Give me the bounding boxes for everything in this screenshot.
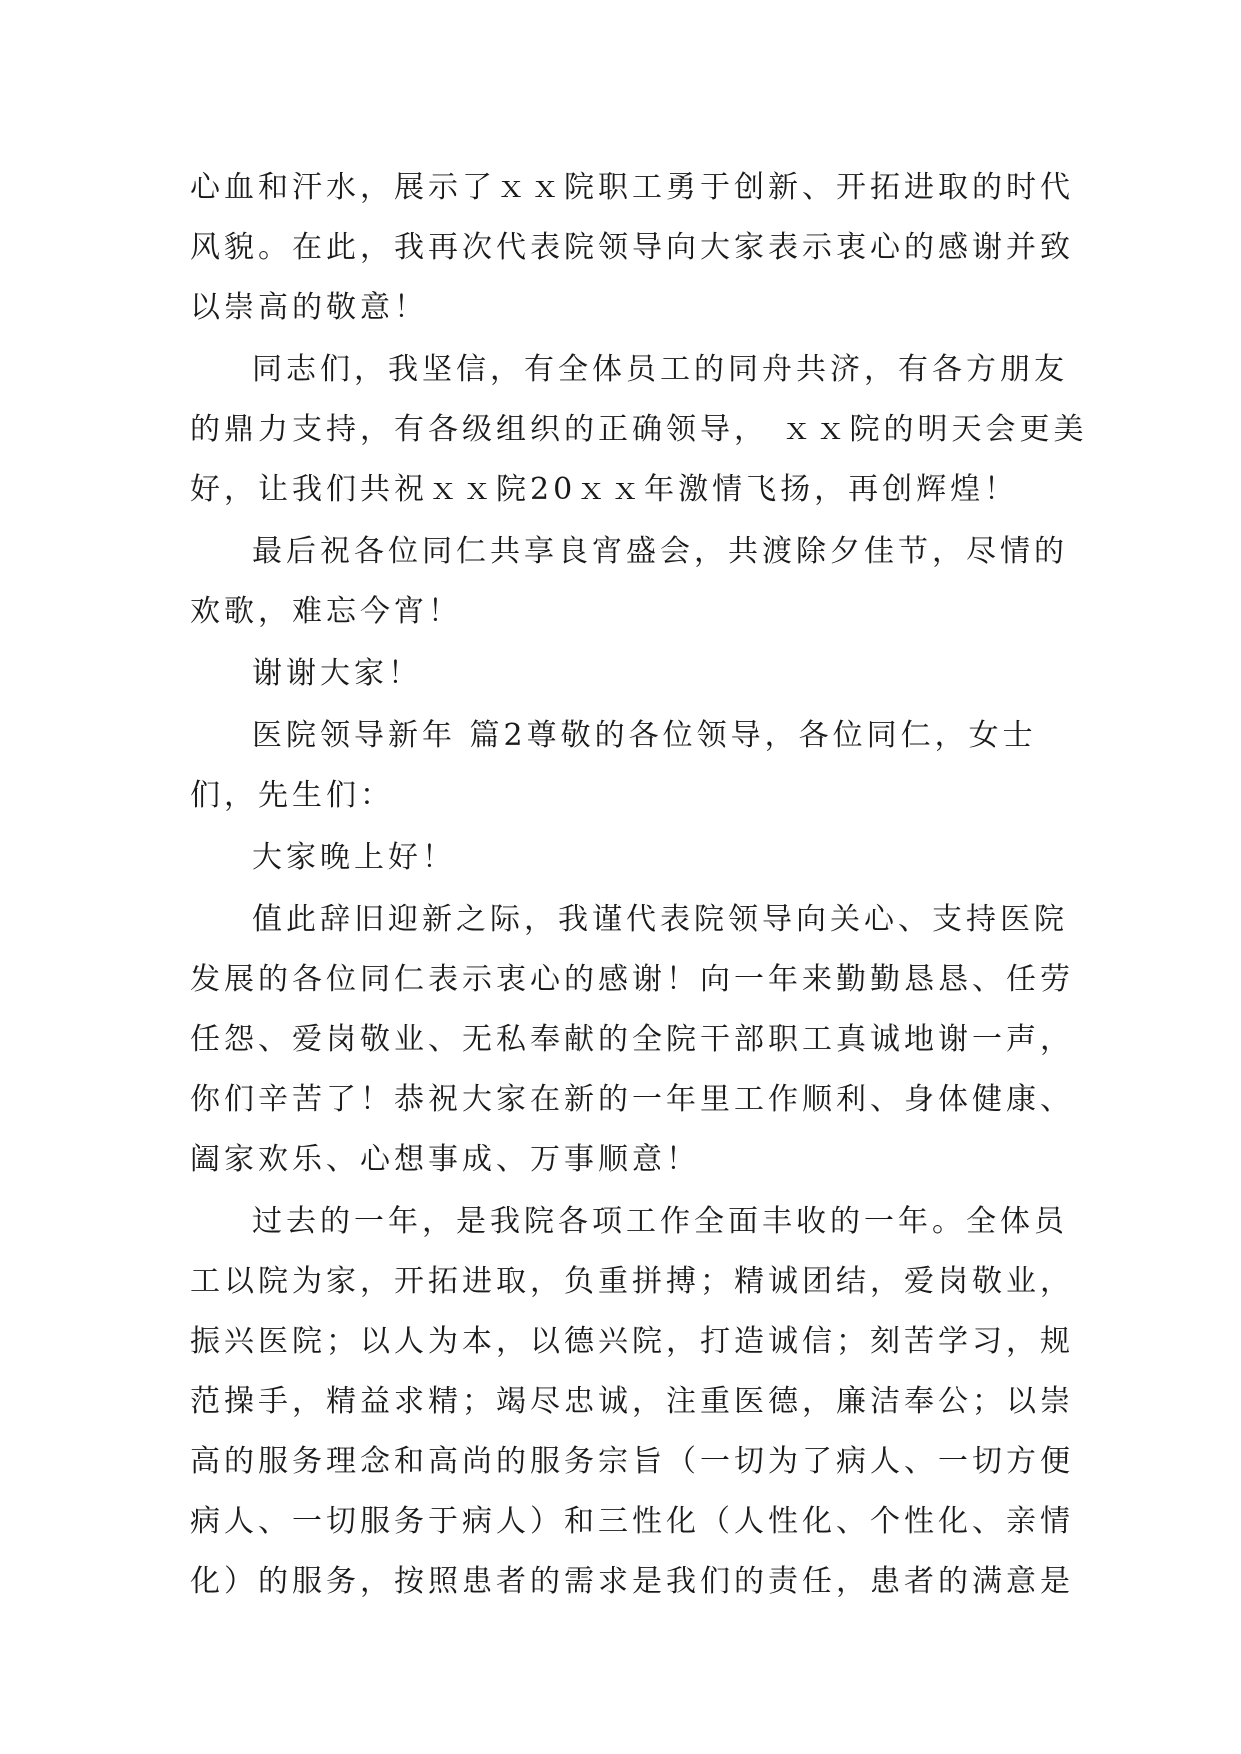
document-body bbox=[190, 158, 1088, 1612]
paragraph-start-line: 最后祝各位同仁共享良宵盛会，共渡除夕佳节，尽情的 bbox=[252, 534, 1068, 569]
text-line: 心血和汗水，展示了ｘｘ院职工勇于创新、开拓进取的时代 bbox=[190, 170, 1074, 205]
text-line: 工以院为家，开拓进取，负重拼搏；精诚团结，爱岗敬业， bbox=[190, 1264, 1074, 1299]
text-line: 风貌。在此，我再次代表院领导向大家表示衷心的感谢并致 bbox=[190, 230, 1074, 265]
paragraph-start-line: 大家晚上好！ bbox=[252, 840, 456, 875]
text-line: 以崇高的敬意！ bbox=[190, 290, 428, 325]
paragraph-start-line: 同志们，我坚信，有全体员工的同舟共济，有各方朋友 bbox=[252, 352, 1068, 387]
text-line: 们，先生们： bbox=[190, 778, 394, 813]
text-line: 你们辛苦了！恭祝大家在新的一年里工作顺利、身体健康、 bbox=[190, 1082, 1074, 1117]
paragraph-start-line: 值此辞旧迎新之际，我谨代表院领导向关心、支持医院 bbox=[252, 902, 1068, 937]
text-line: 高的服务理念和高尚的服务宗旨（一切为了病人、一切方便 bbox=[190, 1444, 1074, 1479]
text-line: 好，让我们共祝ｘｘ院20ｘｘ年激情飞扬，再创辉煌！ bbox=[190, 472, 1019, 507]
paragraph-start-line: 谢谢大家！ bbox=[252, 656, 422, 691]
text-line: 化）的服务，按照患者的需求是我们的责任，患者的满意是 bbox=[190, 1564, 1074, 1599]
text-line: 发展的各位同仁表示衷心的感谢！向一年来勤勤恳恳、任劳 bbox=[190, 962, 1074, 997]
text-line: 范操手，精益求精；竭尽忠诚，注重医德，廉洁奉公；以崇 bbox=[190, 1384, 1074, 1419]
text-line: 欢歌，难忘今宵！ bbox=[190, 594, 462, 629]
text-line: 的鼎力支持，有各级组织的正确领导， ｘｘ院的明天会更美 bbox=[190, 412, 1088, 447]
paragraph-start-line: 过去的一年，是我院各项工作全面丰收的一年。全体员 bbox=[252, 1204, 1068, 1239]
text-line: 阖家欢乐、心想事成、万事顺意！ bbox=[190, 1142, 700, 1177]
section-heading-line: 医院领导新年 篇2尊敬的各位领导，各位同仁，女士 bbox=[252, 718, 1037, 753]
text-line: 病人、一切服务于病人）和三性化（人性化、个性化、亲情 bbox=[190, 1504, 1074, 1539]
text-line: 振兴医院；以人为本，以德兴院，打造诚信；刻苦学习，规 bbox=[190, 1324, 1074, 1359]
text-line: 任怨、爱岗敬业、无私奉献的全院干部职工真诚地谢一声， bbox=[190, 1022, 1074, 1057]
